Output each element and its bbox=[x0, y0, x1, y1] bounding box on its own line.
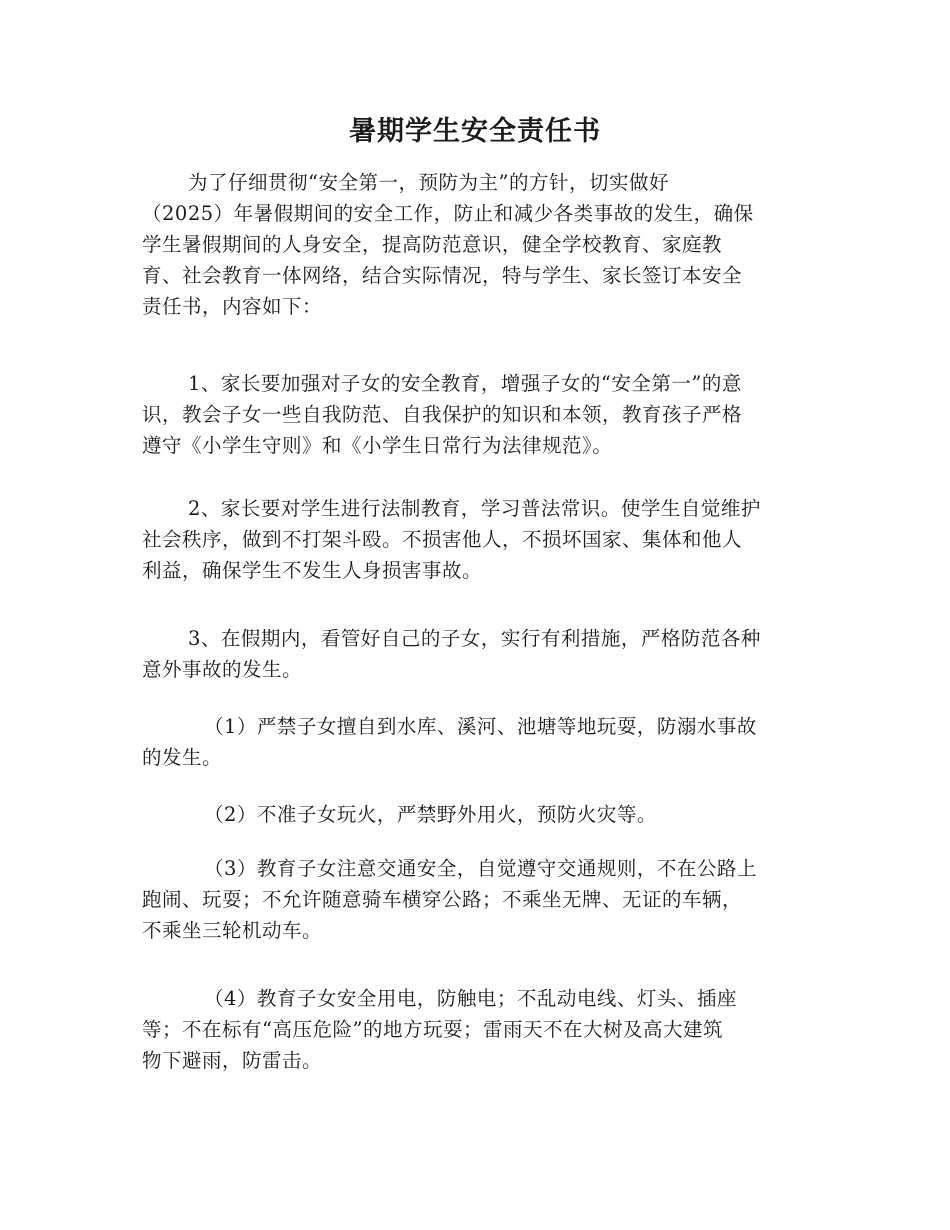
text-line: 不乘坐三轮机动车。 bbox=[142, 919, 323, 942]
text-line: 1、家长要加强对子女的安全教育，增强子女的“安全第一”的意 bbox=[188, 372, 742, 395]
text-line: 等；不在标有“高压危险”的地方玩耍；雷雨天不在大树及高大建筑 bbox=[142, 1018, 723, 1041]
document-title: 暑期学生安全责任书 bbox=[349, 116, 601, 147]
sub-item-3-paragraph bbox=[142, 853, 812, 946]
text-line: 社会秩序，做到不打架斗殴。不损害他人，不损坏国家、集体和他人 bbox=[142, 528, 743, 551]
item-2-paragraph bbox=[142, 493, 812, 586]
text-line: 的发生。 bbox=[142, 746, 223, 769]
text-line: 育、社会教育一体网络，结合实际情况，特与学生、家长签订本安全 bbox=[142, 264, 743, 287]
text-line: 责任书，内容如下： bbox=[142, 295, 323, 318]
text-line: （2025）年暑假期间的安全工作，防止和减少各类事故的发生，确保 bbox=[142, 202, 754, 225]
sub-item-4-paragraph bbox=[142, 983, 812, 1076]
text-line: 遵守《小学生守则》和《小学生日常行为法律规范》。 bbox=[142, 434, 613, 457]
sub-item-2-paragraph bbox=[142, 799, 812, 830]
item-3-paragraph bbox=[142, 623, 812, 685]
text-line: 意外事故的发生。 bbox=[142, 658, 303, 681]
text-line: 为了仔细贯彻“安全第一，预防为主”的方针，切实做好 bbox=[188, 171, 669, 194]
sub-item-1-paragraph bbox=[142, 711, 812, 773]
text-line: 识，教会子女一些自我防范、自我保护的知识和本领，教育孩子严格 bbox=[142, 403, 743, 426]
text-line: 利益，确保学生不发生人身损害事故。 bbox=[142, 559, 483, 582]
text-line: 跑闹、玩耍；不允许随意骑车横穿公路；不乘坐无牌、无证的车辆， bbox=[142, 888, 743, 911]
text-line: （4）教育子女安全用电，防触电；不乱动电线、灯头、插座 bbox=[204, 987, 737, 1010]
text-line: 物下避雨，防雷击。 bbox=[142, 1049, 323, 1072]
text-line: （2）不准子女玩火，严禁野外用火，预防火灾等。 bbox=[204, 803, 657, 826]
text-line: （3）教育子女注意交通安全，自觉遵守交通规则，不在公路上 bbox=[204, 857, 757, 880]
text-line: 学生暑假期间的人身安全，提高防范意识，健全学校教育、家庭教 bbox=[142, 233, 723, 256]
text-line: 3、在假期内，看管好自己的子女，实行有利措施，严格防范各种 bbox=[188, 627, 761, 650]
intro-paragraph bbox=[142, 167, 812, 322]
text-line: 2、家长要对学生进行法制教育，学习普法常识。使学生自觉维护 bbox=[188, 497, 761, 520]
item-1-paragraph bbox=[142, 368, 812, 461]
text-line: （1）严禁子女擅自到水库、溪河、池塘等地玩耍，防溺水事故 bbox=[204, 715, 757, 738]
